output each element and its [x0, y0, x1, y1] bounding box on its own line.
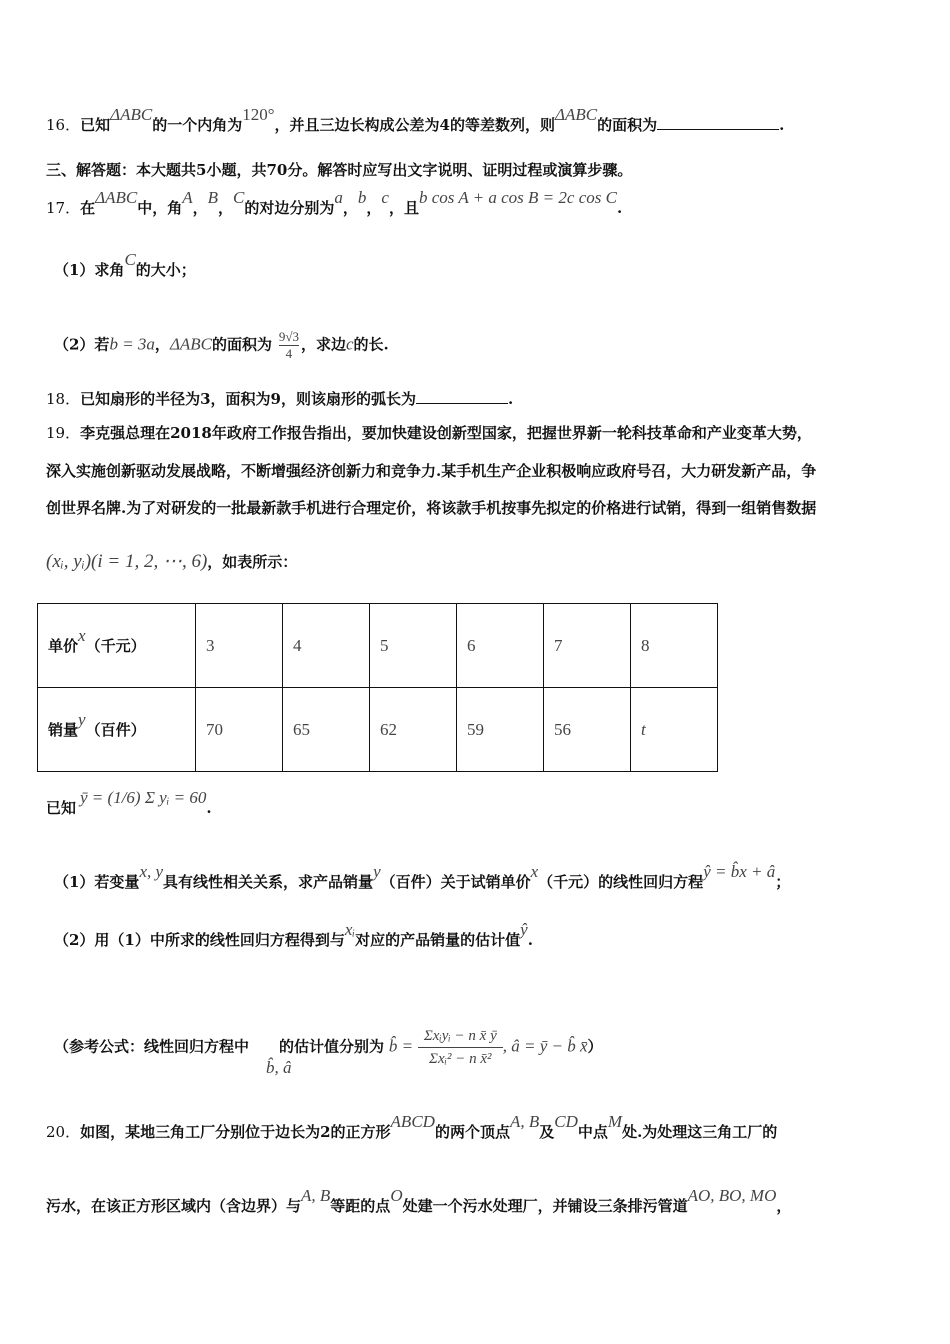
q19-line-4-end: ，如表所示：	[207, 553, 298, 571]
q19-p1-y: y	[373, 862, 381, 881]
q16-answer-blank	[657, 115, 779, 130]
q19-ref-bhat-ahat: b̂, â	[266, 1058, 292, 1077]
q17-p2-triangle: ΔABC	[169, 334, 213, 354]
q20-text-5: 处.为处理这三角工厂的	[622, 1123, 778, 1141]
table-cell: 3	[196, 604, 283, 688]
q19-text-line-2: 深入实施创新驱动发展战略，不断增强经济创新力和竞争力.某手机生产企业积极响应政府号召，大力研发新产品，争	[46, 462, 817, 480]
q19-line-4	[46, 552, 297, 572]
q17-end: .	[616, 199, 623, 217]
q17-sep-2: ，	[218, 199, 234, 217]
q17-side-c: c	[381, 188, 389, 207]
q17-p1-angle: C	[124, 250, 136, 269]
q19-known-formula: ȳ = (1/6) Σ yᵢ = 60	[80, 788, 207, 807]
q19-p1-a: （1）若变量	[54, 873, 140, 891]
q17-p1-end: 的大小；	[135, 261, 196, 279]
q16-text-1: 已知	[80, 116, 111, 134]
q19-ref-fraction	[418, 1025, 503, 1070]
q16-line	[46, 105, 785, 135]
q18-number: 18．	[46, 390, 81, 408]
table-cell: 5	[370, 604, 457, 688]
q19-part-2	[54, 920, 533, 950]
q20-line-2	[46, 1186, 792, 1216]
q20-point-m: M	[607, 1112, 623, 1131]
table-cell: 8	[631, 604, 718, 688]
q17-angle-a: A	[182, 188, 193, 207]
q17-angle-b: B	[207, 188, 219, 207]
q20-text-4: 中点	[577, 1123, 608, 1141]
q19-ref-lhs: b̂ =	[388, 1036, 414, 1056]
q17-condition: b cos A + a cos B = 2c cos C	[418, 188, 617, 207]
q17-line	[46, 188, 623, 218]
sales-unit: （百件）	[85, 721, 146, 739]
q19-p2-end: .	[527, 931, 533, 949]
q18-line	[46, 389, 513, 409]
q16-end: .	[779, 116, 785, 134]
q18-answer-blank	[416, 389, 508, 404]
q19-ref-b: 的估计值分别为	[279, 1037, 385, 1056]
q19-known-line	[46, 788, 212, 818]
table-cell: t	[631, 688, 718, 772]
q19-line-1	[46, 423, 812, 443]
table-cell: 65	[283, 688, 370, 772]
q19-p2-a: （2）用（1）中所求的线性回归方程得到与	[54, 931, 345, 949]
q17-text-1: 在	[80, 199, 96, 217]
q19-part-1	[54, 862, 791, 892]
table-cell: 7	[544, 604, 631, 688]
table-row-sales	[38, 688, 718, 772]
q17-p2-sep: ，	[154, 335, 170, 354]
q19-p1-b: 具有线性相关关系，求产品销量	[163, 873, 374, 891]
section-3-heading: 三、解答题：本大题共5小题，共70分。解答时应写出文字说明、证明过程或演算步骤。	[46, 161, 633, 179]
q20-l2-end: ，	[776, 1197, 792, 1215]
q16-angle: 120°	[242, 105, 275, 124]
q16-text-2: 的一个内角为	[152, 116, 243, 134]
q20-side-cd: CD	[554, 1112, 578, 1131]
q19-known-end: .	[206, 799, 212, 817]
q19-p2-yhat: ŷ	[520, 920, 528, 939]
q17-text-2: 中，角	[137, 199, 183, 217]
q19-p1-d: （千元）的线性回归方程	[538, 873, 704, 891]
q17-side-b: b	[357, 188, 367, 207]
q19-p1-c: （百件）关于试销单价	[380, 873, 531, 891]
table-cell: 6	[457, 604, 544, 688]
q19-p2-xi: xᵢ	[344, 920, 356, 939]
q19-reference-formula	[54, 1025, 603, 1070]
q17-p2-end: 的长.	[353, 335, 389, 354]
q20-text-3: 及	[539, 1123, 555, 1141]
q17-number: 17．	[46, 199, 81, 217]
q20-line-1	[46, 1112, 778, 1142]
q19-p1-end: ；	[775, 873, 791, 891]
price-var: x	[78, 626, 86, 645]
q20-square: ABCD	[390, 1112, 435, 1131]
q19-ref-a: （参考公式：线性回归方程中	[54, 1037, 250, 1056]
table-cell: 4	[283, 604, 370, 688]
q16-text-4: 的面积为	[597, 116, 658, 134]
q17-p2-condition: b = 3a	[109, 334, 155, 354]
q17-sep-3: ，	[342, 199, 358, 217]
q16-triangle: ΔABC	[110, 105, 153, 124]
q18-text: 已知扇形的半径为3，面积为9，则该扇形的弧长为	[80, 390, 416, 408]
table-cell: 56	[544, 688, 631, 772]
q17-angle-c: C	[233, 188, 245, 207]
q17-side-a: a	[334, 188, 343, 207]
q19-known-label: 已知	[46, 799, 77, 817]
q19-p1-x: x	[530, 862, 539, 881]
sales-data-table	[37, 603, 718, 772]
q19-ref-end: ）	[587, 1037, 603, 1056]
q17-text-3: 的对边分别为	[244, 199, 335, 217]
table-cell: 62	[370, 688, 457, 772]
q17-p2-side: c	[345, 334, 354, 354]
q17-p2-text-2: ，求边	[300, 335, 346, 354]
q19-ref-rhs: , â = ȳ − b̂ x̄	[502, 1036, 588, 1056]
q17-sep-1: ，	[192, 199, 208, 217]
q19-number: 19．	[46, 424, 81, 442]
q17-area-numerator: 9√3	[278, 329, 299, 344]
q17-p1-label: （1）求角	[54, 261, 125, 279]
q19-text-line-1: 李克强总理在2018年政府工作报告指出，要加快建设创新型国家，把握世界新一轮科技革命和产业变革大势，	[80, 424, 812, 442]
q16-number: 16．	[46, 116, 81, 134]
q20-number: 20．	[46, 1123, 81, 1141]
q19-p1-equation: ŷ = b̂x + â	[703, 862, 776, 881]
q20-text-1: 如图，某地三角工厂分别位于边长为2的正方形	[80, 1123, 391, 1141]
q19-ref-numerator: Σxᵢyᵢ − n x̄ ȳ	[418, 1025, 503, 1048]
q20-l2-pipes: AO, BO, MO	[687, 1186, 777, 1205]
q19-text-line-3: 创世界名牌.为了对研发的一批最新款手机进行合理定价，将该款手机按事先拟定的价格进行试销，得到一组销售数据	[46, 499, 817, 517]
q17-part-2	[54, 329, 389, 362]
q17-sep-4: ，	[366, 199, 382, 217]
table-cell: 59	[457, 688, 544, 772]
q20-l2-ab: A, B	[301, 1186, 331, 1205]
q20-l2-a: 污水，在该正方形区域内（含边界）与	[46, 1197, 302, 1215]
q20-vertices-ab: A, B	[509, 1112, 540, 1131]
q17-area-fraction	[279, 329, 299, 362]
q17-text-4: ，且	[388, 199, 419, 217]
q20-l2-b: 等距的点	[330, 1197, 391, 1215]
q16-text-3: ，并且三边长构成公差为4的等差数列，则	[274, 116, 555, 134]
q18-end: .	[507, 390, 514, 408]
sales-var: y	[78, 710, 86, 729]
q20-l2-point-o: O	[390, 1186, 403, 1205]
price-unit: （千元）	[85, 637, 146, 655]
q16-triangle-2: ΔABC	[554, 105, 598, 124]
q17-p2-label: （2）若	[54, 335, 110, 354]
q19-ref-denominator: Σxᵢ² − n x̄²	[429, 1051, 492, 1067]
q19-p2-b: 对应的产品销量的估计值	[355, 931, 521, 949]
sales-label: 销量	[48, 721, 79, 739]
q17-area-denominator: 4	[285, 346, 293, 361]
price-label: 单价	[48, 637, 79, 655]
q17-triangle: ΔABC	[95, 188, 138, 207]
table-row-price	[38, 604, 718, 688]
q17-p2-text-1: 的面积为	[212, 335, 273, 354]
q19-data-pairs: (xᵢ, yᵢ)(i = 1, 2, ⋯, 6)	[46, 551, 208, 572]
table-header-price	[38, 604, 196, 688]
table-cell: 70	[196, 688, 283, 772]
q19-p1-vars: x, y	[139, 862, 164, 881]
q20-text-2: 的两个顶点	[434, 1123, 510, 1141]
table-header-sales	[38, 688, 196, 772]
q20-l2-c: 处建一个污水处理厂，并铺设三条排污管道	[402, 1197, 688, 1215]
q17-part-1	[54, 250, 196, 280]
